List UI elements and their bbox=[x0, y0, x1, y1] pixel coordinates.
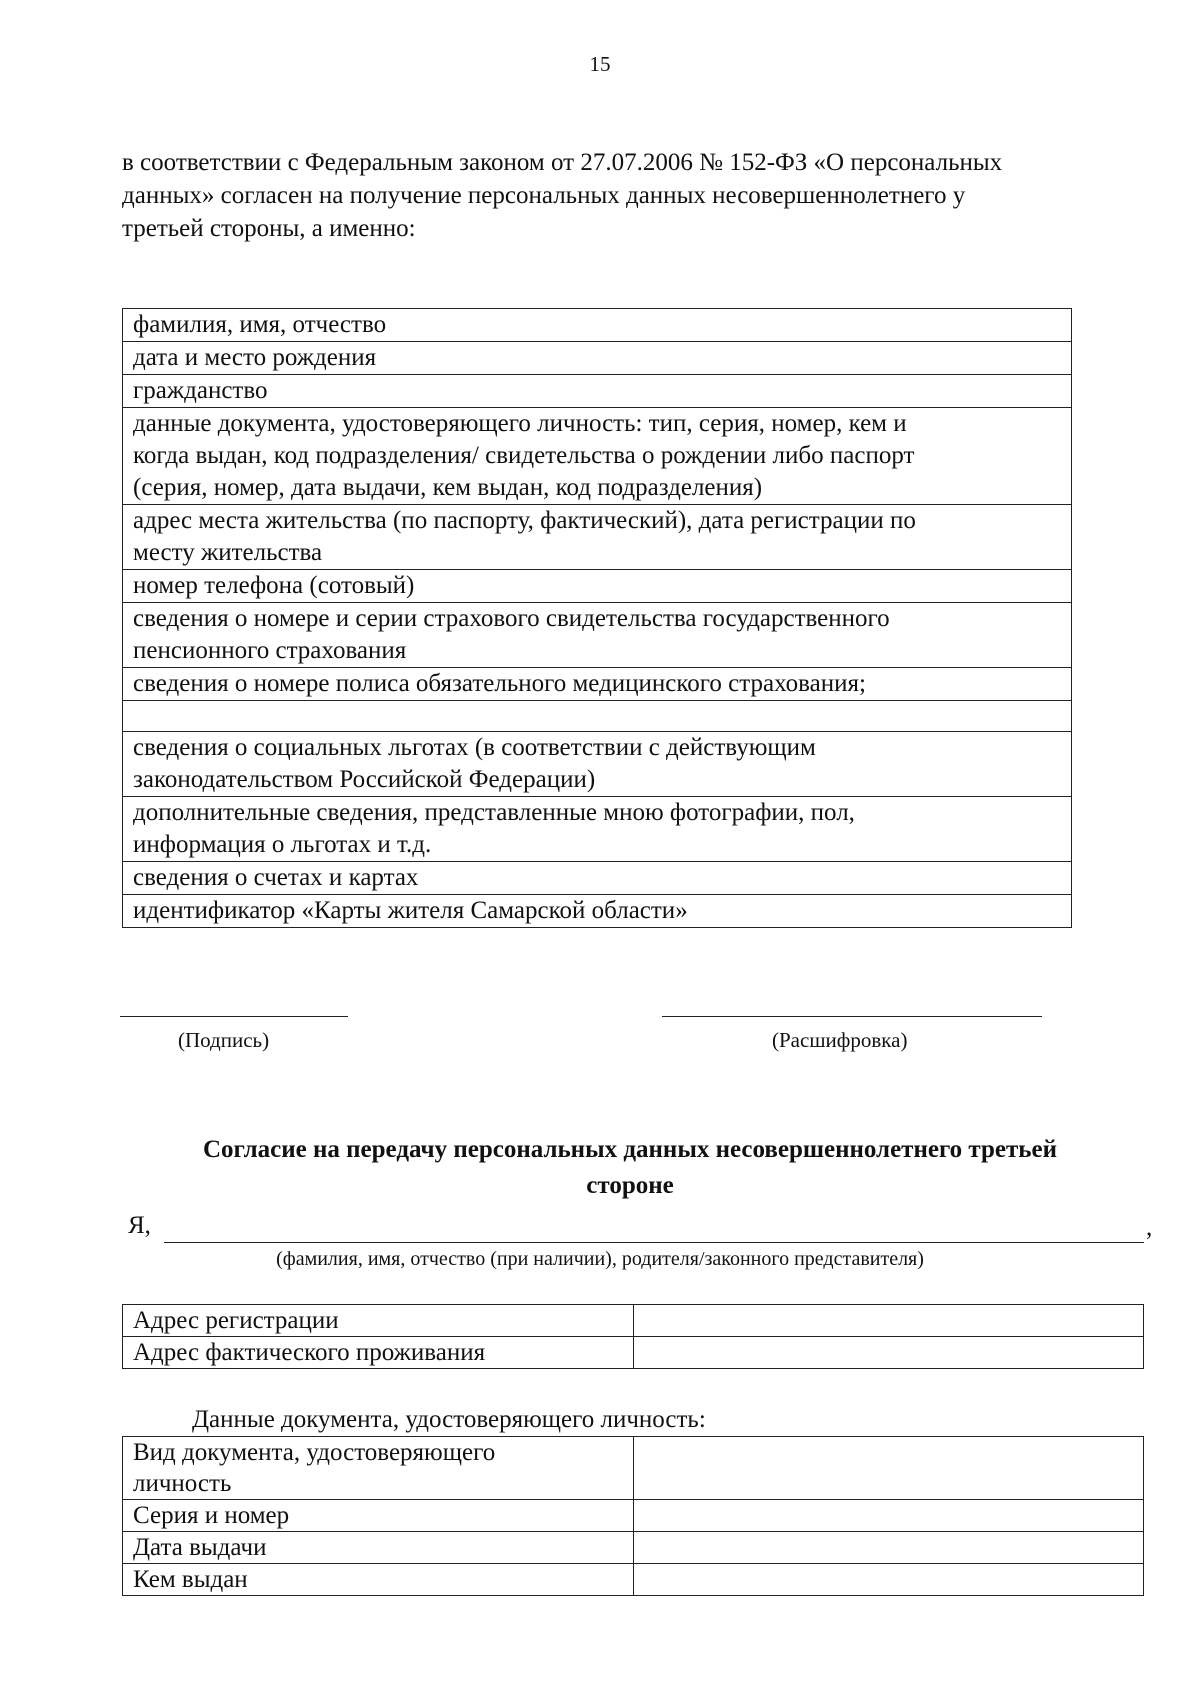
table-row bbox=[123, 797, 1072, 862]
cell-line: информация о льготах и т.д. bbox=[133, 831, 432, 858]
table-row bbox=[123, 375, 1072, 408]
table-row bbox=[123, 1305, 1144, 1337]
signature-line bbox=[120, 1016, 348, 1017]
cell-line: Серия и номер bbox=[133, 1502, 290, 1529]
document-label bbox=[123, 1500, 634, 1532]
cell-line: дополнительные сведения, представленные мною фотографии, пол, bbox=[133, 799, 855, 826]
cell-line: фамилия, имя, отчество bbox=[133, 311, 387, 338]
table-row bbox=[123, 732, 1072, 797]
table-cell bbox=[123, 862, 1072, 895]
cell-line: месту жительства bbox=[133, 539, 323, 566]
document-label bbox=[123, 1564, 634, 1596]
document-value bbox=[634, 1532, 1144, 1564]
table-cell bbox=[123, 570, 1072, 603]
table-cell bbox=[123, 408, 1072, 505]
full-name-hint: (фамилия, имя, отчество (при наличии), родителя/законного представителя) bbox=[276, 1248, 924, 1270]
cell-line: пенсионного страхования bbox=[133, 637, 407, 664]
cell-line: когда выдан, код подразделения/ свидетельства о рождении либо паспорт bbox=[133, 442, 915, 469]
table-row bbox=[123, 1564, 1144, 1596]
table-cell bbox=[123, 505, 1072, 570]
cell-line: личность bbox=[133, 1470, 232, 1497]
cell-line: дата и место рождения bbox=[133, 344, 377, 371]
intro-line: в соответствии с Федеральным законом от 27.07.2006 № 152-ФЗ «О персональных bbox=[122, 149, 1003, 176]
table-row bbox=[123, 603, 1072, 668]
table-row bbox=[123, 408, 1072, 505]
document-value bbox=[634, 1500, 1144, 1532]
table-row bbox=[123, 1532, 1144, 1564]
table-row bbox=[123, 895, 1072, 928]
table-cell bbox=[123, 668, 1072, 701]
address-value bbox=[634, 1305, 1144, 1337]
document-table bbox=[122, 1436, 1144, 1596]
intro-line: данных» согласен на получение персональных данных несовершеннолетнего у bbox=[122, 182, 966, 209]
address-label: Адрес регистрации bbox=[123, 1305, 634, 1337]
cell-line: законодательством Российской Федерации) bbox=[133, 766, 596, 793]
cell-line: Дата выдачи bbox=[133, 1534, 267, 1561]
ya-label: Я, bbox=[128, 1212, 151, 1239]
table-cell bbox=[123, 701, 1072, 732]
table-row bbox=[123, 668, 1072, 701]
table-row bbox=[123, 505, 1072, 570]
cell-line: сведения о номере полиса обязательного медицинского страхования; bbox=[133, 670, 866, 697]
table-cell bbox=[123, 375, 1072, 408]
cell-line: сведения о социальных льготах (в соответствии с действующим bbox=[133, 734, 816, 761]
cell-line: Вид документа, удостоверяющего bbox=[133, 1439, 496, 1466]
intro-line: третьей стороны, а именно: bbox=[122, 215, 416, 242]
table-cell bbox=[123, 797, 1072, 862]
cell-line: идентификатор «Карты жителя Самарской области» bbox=[133, 897, 688, 924]
document-label bbox=[123, 1532, 634, 1564]
table-cell bbox=[123, 732, 1072, 797]
cell-line: адрес места жительства (по паспорту, фактический), дата регистрации по bbox=[133, 507, 916, 534]
table-row bbox=[123, 570, 1072, 603]
title-line: Согласие на передачу персональных данных несовершеннолетнего третьей bbox=[202, 1136, 1058, 1163]
ya-comma: , bbox=[1146, 1214, 1153, 1241]
full-name-line bbox=[164, 1242, 1144, 1243]
table-row bbox=[123, 1437, 1144, 1500]
intro-paragraph bbox=[122, 146, 1122, 245]
address-label: Адрес фактического проживания bbox=[123, 1337, 634, 1369]
table-row bbox=[123, 1337, 1144, 1369]
table-row bbox=[123, 309, 1072, 342]
document-label bbox=[123, 1437, 634, 1500]
cell-line: сведения о номере и серии страхового свидетельства государственного bbox=[133, 605, 890, 632]
cell-line: сведения о счетах и картах bbox=[133, 864, 419, 891]
table-row bbox=[123, 342, 1072, 375]
table-cell bbox=[123, 342, 1072, 375]
table-row bbox=[123, 862, 1072, 895]
table-row-empty bbox=[123, 701, 1072, 732]
cell-line: номер телефона (сотовый) bbox=[133, 572, 415, 599]
cell-line: Кем выдан bbox=[133, 1566, 248, 1593]
page-number: 15 bbox=[589, 52, 611, 76]
table-cell bbox=[123, 309, 1072, 342]
decoding-line bbox=[662, 1016, 1042, 1017]
decoding-label: (Расшифровка) bbox=[772, 1028, 908, 1052]
document-value bbox=[634, 1564, 1144, 1596]
table-row bbox=[123, 1500, 1144, 1532]
personal-data-table bbox=[122, 308, 1072, 928]
document-heading: Данные документа, удостоверяющего личность: bbox=[192, 1406, 706, 1433]
cell-line: гражданство bbox=[133, 377, 268, 404]
address-table bbox=[122, 1304, 1144, 1369]
address-value bbox=[634, 1337, 1144, 1369]
table-cell bbox=[123, 895, 1072, 928]
cell-line: данные документа, удостоверяющего личность: тип, серия, номер, кем и bbox=[133, 410, 907, 437]
cell-line: (серия, номер, дата выдачи, кем выдан, код подразделения) bbox=[133, 474, 763, 501]
table-cell bbox=[123, 603, 1072, 668]
signature-label: (Подпись) bbox=[178, 1028, 270, 1052]
section-title bbox=[130, 1132, 1130, 1204]
title-line: стороне bbox=[586, 1172, 674, 1199]
document-value bbox=[634, 1437, 1144, 1500]
